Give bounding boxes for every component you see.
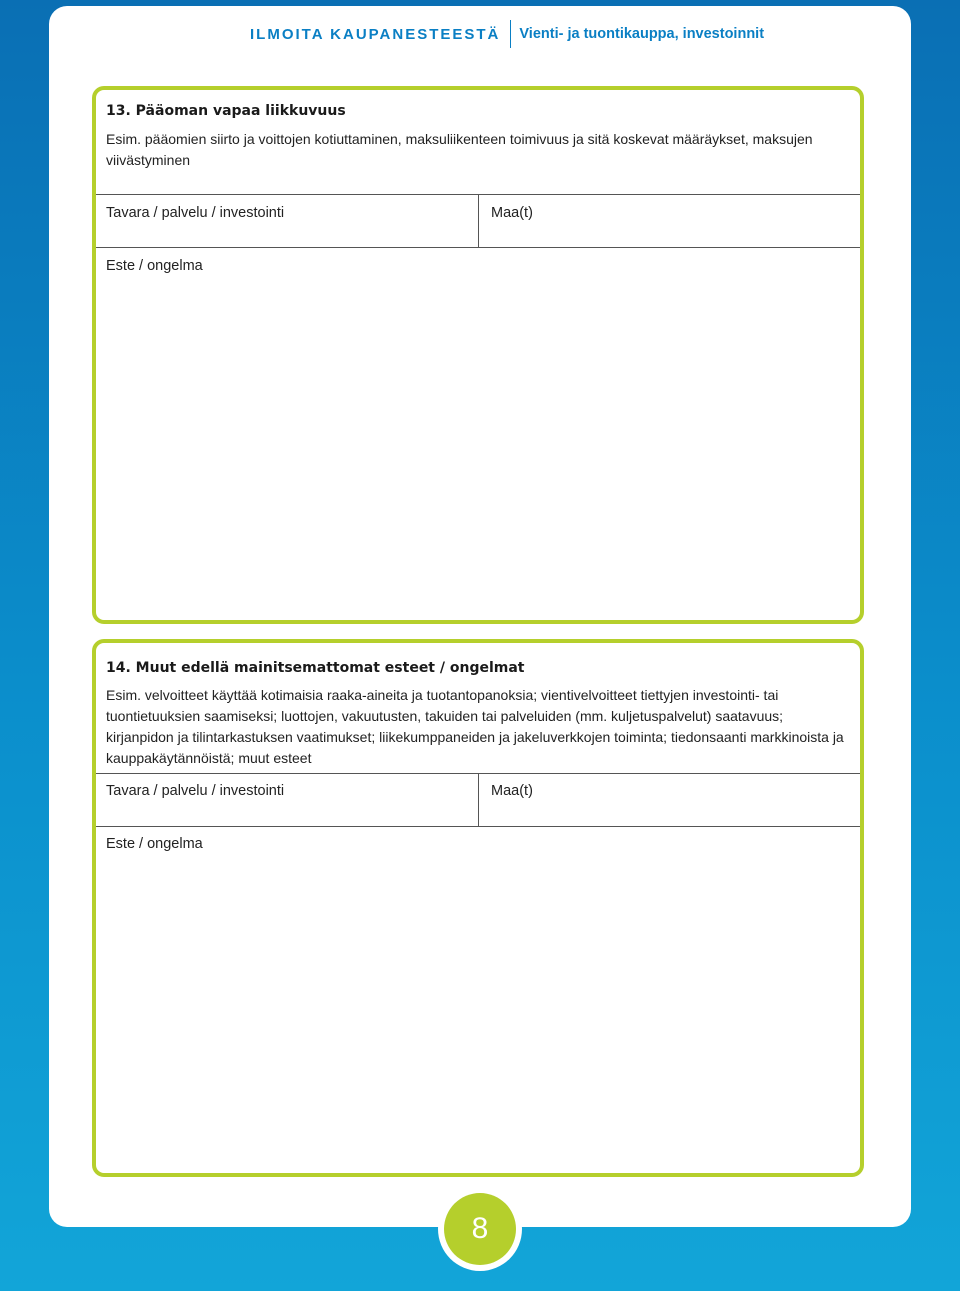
divider <box>478 773 479 826</box>
section-14-title: 14. Muut edellä mainitsemattomat esteet / ongelmat <box>106 660 525 676</box>
section-14-box <box>92 639 864 1177</box>
obstacle-field-label: Este / ongelma <box>106 258 203 274</box>
obstacle-field-label: Este / ongelma <box>106 836 203 852</box>
page-header <box>250 20 764 48</box>
divider <box>478 194 479 247</box>
country-field-label: Maa(t) <box>491 783 533 799</box>
header-subtitle: Vienti- ja tuontikauppa, investoinnit <box>519 26 765 42</box>
page-number: 8 <box>444 1193 516 1265</box>
goods-field-label: Tavara / palvelu / investointi <box>106 205 285 221</box>
divider <box>96 826 860 827</box>
header-title: ILMOITA KAUPANESTEESTÄ <box>250 25 501 43</box>
section-13-box <box>92 86 864 624</box>
section-13-title: 13. Pääoman vapaa liikkuvuus <box>106 103 346 119</box>
section-13-description: Esim. pääomien siirto ja voittojen kotiuttaminen, maksuliikenteen toimivuus ja sitä koskevat määräykset, maksujen viivästyminen <box>106 131 813 168</box>
section-14-description: Esim. velvoitteet käyttää kotimaisia raaka-aineita ja tuotantopanoksia; vientivelvoitteet tiettyjen investointi- tai tuontietuuksien saamiseksi; luottojen, vakuutusten, takuiden tai palveluiden (mm. kuljetuspalvelut) saatavuus; kirjanpidon ja tilintarkastuksen vaatimukset; liikekumppaneiden ja jakeluverkkojen toiminta; tiedonsaanti markkinoista ja kauppakäytännöistä; muut esteet <box>106 687 844 766</box>
header-divider <box>510 20 511 48</box>
goods-field-label: Tavara / palvelu / investointi <box>106 783 285 799</box>
page-number-badge <box>438 1187 522 1271</box>
divider <box>96 247 860 248</box>
country-field-label: Maa(t) <box>491 205 533 221</box>
